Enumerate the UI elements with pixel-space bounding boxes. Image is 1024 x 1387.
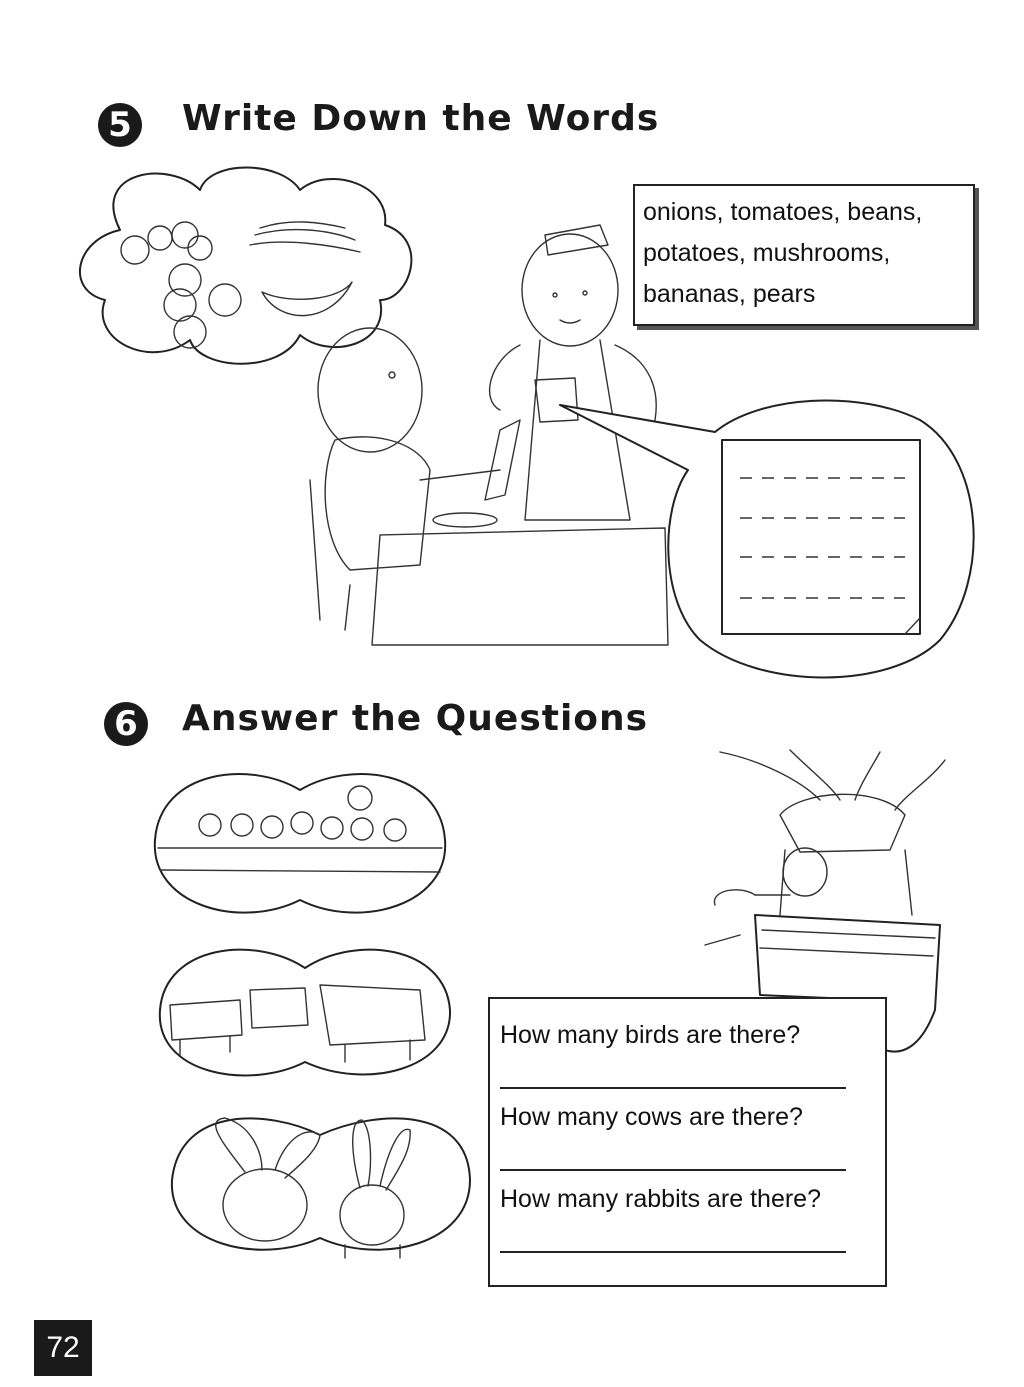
word-bank-box: [633, 184, 975, 326]
binocular-rabbits-illustration: [172, 1118, 470, 1258]
question-rabbits: How many rabbits are there?: [500, 1185, 821, 1213]
word-bank-line: potatoes, mushrooms,: [643, 239, 891, 267]
section-number-badge: 5: [98, 103, 142, 147]
answer-line-cows[interactable]: [500, 1169, 846, 1171]
answer-line-rabbits[interactable]: [500, 1251, 846, 1253]
section-title-answer-questions: Answer the Questions: [182, 698, 649, 739]
answer-line-birds[interactable]: [500, 1087, 846, 1089]
section-number-badge: 6: [104, 702, 148, 746]
question-cows: How many cows are there?: [500, 1103, 803, 1131]
thought-cloud-illustration: [80, 168, 411, 364]
word-bank-line: onions, tomatoes, beans,: [643, 198, 923, 226]
questions-box: [488, 997, 887, 1287]
word-bank-line: bananas, pears: [643, 280, 816, 308]
binocular-birds-illustration: [155, 774, 445, 913]
binocular-cows-illustration: [160, 950, 450, 1076]
page-number: 72: [34, 1320, 92, 1376]
section-title-write-down-words: Write Down the Words: [182, 98, 660, 139]
question-birds: How many birds are there?: [500, 1021, 801, 1049]
